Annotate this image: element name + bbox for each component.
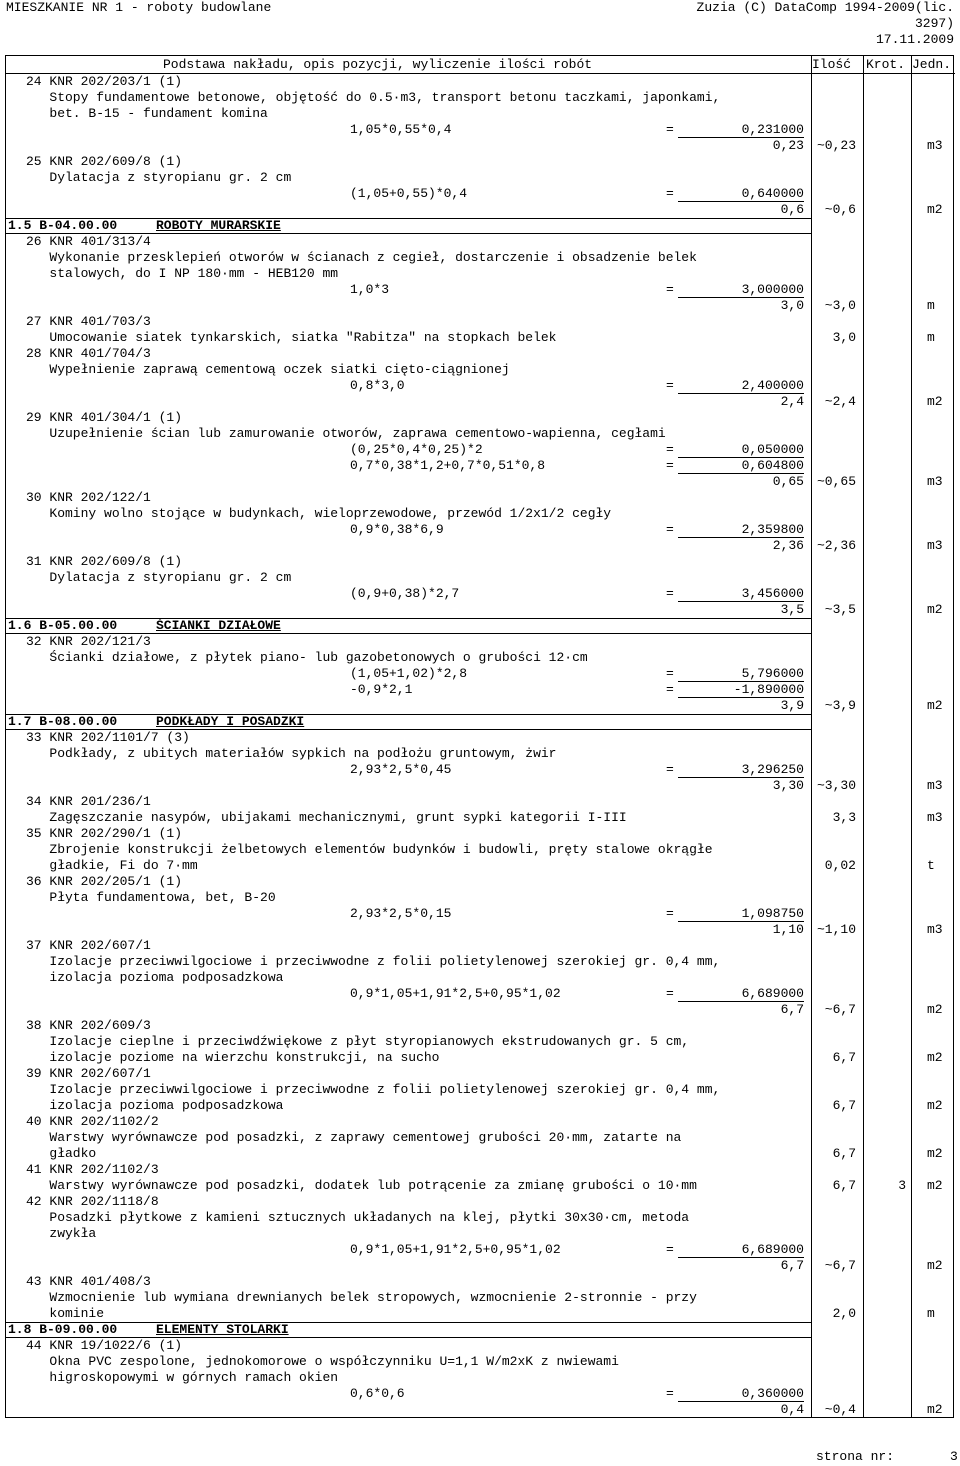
item-unit: m3 [927,474,943,489]
item-text: 33 KNR 202/1101/7 (3) [26,730,190,745]
item-text: 28 KNR 401/704/3 [26,346,151,361]
table-row [6,730,955,746]
item-text: kominie [26,1306,105,1321]
item-unit: m3 [927,810,943,825]
table-row [6,794,955,810]
table-row [6,1082,955,1098]
item-text: 44 KNR 19/1022/6 (1) [26,1338,183,1353]
table-row [6,938,955,954]
section-code: 1.5 B-04.00.00 [8,218,118,233]
item-text: Wzmocnienie lub wymiana drewnianych belek stropowych, wzmocnienie 2-stronnie - przy [26,1290,697,1305]
table-row [6,74,955,90]
table-row [6,906,955,922]
item-unit: m2 [927,1098,943,1113]
item-text: Wykonanie przesklepień otworów w ścianach z cegieł, dostarczenie i obsadzenie belek [26,250,697,265]
section-title: ELEMENTY STOLARKI [156,1322,289,1337]
formula-result: 0,640000 [741,186,804,201]
table-row [6,1210,955,1226]
item-text: Stopy fundamentowe betonowe, objętość do 0.5·m3, transport betonu taczkami, japonkami, [26,90,721,105]
table-row [6,1098,955,1114]
item-text: Płyta fundamentowa, bet, B-20 [26,890,276,905]
table-row [6,250,955,266]
item-text: Izolacje przeciwwilgociowe i przeciwwodne z folii polietylenowej szerokiej gr. 0,4 mm, [26,1082,721,1097]
quantity-formula: (0,9+0,38)*2,7 [350,586,460,601]
item-text: Izolacje cieplne i przeciwdźwiękowe z płyt styropianowych ekstrudowanych gr. 5 cm, [26,1034,690,1049]
table-row [6,1146,955,1162]
table-row [6,490,955,506]
item-quantity: 6,7 [832,1178,856,1193]
table-row [6,1354,955,1370]
formula-sum: 6,7 [780,1002,804,1017]
table-row [6,1130,955,1146]
item-text: bet. B-15 - fundament komina [26,106,268,121]
table-row [6,970,955,986]
table-row [6,298,955,314]
item-text: 38 KNR 202/609/3 [26,1018,151,1033]
quantity-formula: 0,8*3,0 [350,378,405,393]
table-row [6,1306,955,1322]
item-text: Umocowanie siatek tynkarskich, siatka "Rabitza" na stopkach belek [26,330,557,345]
equals-sign: = [666,122,674,137]
table-row [6,474,955,490]
table-row [6,1050,955,1066]
table-row [6,1274,955,1290]
quantity-formula: 0,9*1,05+1,91*2,5+0,95*1,02 [350,986,561,1001]
table-row [6,106,955,122]
section-frame [6,618,811,634]
formula-sum: 6,7 [780,1258,804,1273]
table-row [6,186,955,202]
formula-result: 0,050000 [741,442,804,457]
table-row [6,570,955,586]
page-header [0,0,960,47]
table-row [6,410,955,426]
table-row [6,1338,955,1354]
table-row [6,986,955,1002]
item-quantity: ~1,10 [816,922,856,937]
item-unit: m2 [927,394,943,409]
item-text: Podkłady, z ubitych materiałów sypkich na podłożu gruntowym, żwir [26,746,557,761]
formula-sum: 3,9 [780,698,804,713]
item-unit: m2 [927,1146,943,1161]
equals-sign: = [666,442,674,457]
table-row [6,202,955,218]
item-text: 36 KNR 202/205/1 (1) [26,874,183,889]
item-text: Kominy wolno stojące w budynkach, wieloprzewodowe, przewód 1/2x1/2 cegły [26,506,612,521]
column-header-description: Podstawa nakładu, opis pozycji, wyliczenie ilości robót [163,57,593,72]
table-row [6,314,955,330]
section-frame [6,218,811,234]
section-heading-row [6,714,955,730]
table-row [6,1162,955,1178]
item-quantity: ~2,36 [816,538,856,553]
item-unit: m3 [927,922,943,937]
table-row [6,666,955,682]
formula-sum: 2,36 [772,538,804,553]
table-row [6,810,955,826]
equals-sign: = [666,682,674,697]
quantity-formula: 2,93*2,5*0,45 [350,762,452,777]
formula-result: 6,689000 [741,986,804,1001]
equals-sign: = [666,586,674,601]
quantity-formula: 1,0*3 [350,282,390,297]
table-row [6,394,955,410]
table-row [6,538,955,554]
item-quantity: 0,02 [824,858,856,873]
item-text: Zbrojenie konstrukcji żelbetowych elementów budynków i budowli, pręty stalowe okrągłe [26,842,713,857]
section-frame [6,714,811,730]
item-text: Warstwy wyrównawcze pod posadzki, dodatek lub potrącenie za zmianę grubości o 10·mm [26,1178,697,1193]
quantity-formula: 0,6*0,6 [350,1386,405,1401]
equals-sign: = [666,762,674,777]
table-row [6,426,955,442]
item-quantity: ~0,4 [824,1402,856,1417]
table-header-row [6,57,955,73]
item-quantity: ~2,4 [824,394,856,409]
quantity-formula: (1,05+1,02)*2,8 [350,666,468,681]
item-quantity: 3,0 [832,330,856,345]
item-unit: m2 [927,1002,943,1017]
section-title: ROBOTY MURARSKIE [156,218,281,233]
item-unit: m3 [927,538,943,553]
page-number-label: strona nr: [816,1449,895,1464]
company-label: Zuzia (C) DataComp 1994-2009(lic. [696,0,954,15]
formula-sum: 0,6 [780,202,804,217]
table-row [6,826,955,842]
formula-result: 2,400000 [741,378,804,393]
formula-sum: 3,0 [780,298,804,313]
table-row [6,1114,955,1130]
table-row [6,138,955,154]
formula-result: 3,296250 [741,762,804,777]
document-title: MIESZKANIE NR 1 - roboty budowlane [6,0,272,15]
cost-table [5,55,954,1418]
item-unit: m3 [927,778,943,793]
table-row [6,234,955,250]
formula-sum: 3,5 [780,602,804,617]
formula-result: 0,360000 [741,1386,804,1401]
quantity-formula: 2,93*2,5*0,15 [350,906,452,921]
table-row [6,1034,955,1050]
table-row [6,602,955,618]
item-unit: m2 [927,602,943,617]
item-text: gładkie, Fi do 7·mm [26,858,198,873]
table-row [6,922,955,938]
section-heading-row [6,1322,955,1338]
item-unit: m [927,1306,935,1321]
item-quantity: ~6,7 [824,1002,856,1017]
item-multiplier: 3 [898,1178,906,1193]
item-text: zwykła [26,1226,97,1241]
table-row [6,522,955,538]
item-quantity: ~3,9 [824,698,856,713]
quantity-formula: (0,25*0,4*0,25)*2 [350,442,483,457]
item-unit: m2 [927,1402,943,1417]
formula-result: 0,604800 [741,458,804,473]
equals-sign: = [666,1242,674,1257]
item-text: 26 KNR 401/313/4 [26,234,151,249]
formula-sum: 0,65 [772,474,804,489]
item-unit: m3 [927,138,943,153]
item-text: 27 KNR 401/703/3 [26,314,151,329]
item-text: Zagęszczanie nasypów, ubijakami mechanicznymi, grunt sypki kategorii I-III [26,810,627,825]
table-row [6,1402,955,1418]
item-text: 42 KNR 202/1118/8 [26,1194,159,1209]
item-text: 31 KNR 202/609/8 (1) [26,554,183,569]
table-row [6,442,955,458]
item-text: 39 KNR 202/607/1 [26,1066,151,1081]
table-row [6,778,955,794]
table-row [6,1290,955,1306]
item-quantity: 6,7 [832,1098,856,1113]
table-row [6,154,955,170]
item-quantity: ~0,6 [824,202,856,217]
formula-result: 3,000000 [741,282,804,297]
item-quantity: 2,0 [832,1306,856,1321]
formula-sum: 0,4 [780,1402,804,1417]
item-text: Ścianki działowe, z płytek piano- lub gazobetonowych o grubości 12·cm [26,650,588,665]
quantity-formula: (1,05+0,55)*0,4 [350,186,468,201]
table-row [6,874,955,890]
item-text: higroskopowymi w górnych ramach okien [26,1370,339,1385]
equals-sign: = [666,1386,674,1401]
table-row [6,90,955,106]
item-unit: m [927,330,935,345]
item-text: 41 KNR 202/1102/3 [26,1162,159,1177]
table-row [6,858,955,874]
print-date: 17.11.2009 [875,32,954,47]
item-quantity: ~0,23 [816,138,856,153]
equals-sign: = [666,666,674,681]
section-frame [6,1322,811,1338]
item-quantity: ~0,65 [816,474,856,489]
item-text: 43 KNR 401/408/3 [26,1274,151,1289]
table-row [6,746,955,762]
item-text: gładko [26,1146,97,1161]
item-text: Warstwy wyrównawcze pod posadzki, z zaprawy cementowej grubości 20·mm, zatarte na [26,1130,682,1145]
formula-sum: 1,10 [772,922,804,937]
item-unit: m2 [927,202,943,217]
table-row [6,698,955,714]
formula-result: 2,359800 [741,522,804,537]
table-row [6,842,955,858]
item-quantity: ~3,0 [824,298,856,313]
section-title: ŚCIANKI DZIAŁOWE [156,618,281,633]
formula-sum: 3,30 [772,778,804,793]
item-text: Okna PVC zespolone, jednokomorowe o współczynniku U=1,1 W/m2xK z nwiewami [26,1354,619,1369]
item-quantity: ~6,7 [824,1258,856,1273]
section-heading-row [6,218,955,234]
table-row [6,282,955,298]
formula-result: 5,796000 [741,666,804,681]
table-row [6,1018,955,1034]
formula-result: -1,890000 [733,682,804,697]
table-row [6,890,955,906]
table-row [6,1066,955,1082]
section-code: 1.8 B-09.00.00 [8,1322,118,1337]
header-right [697,0,954,48]
table-row [6,1258,955,1274]
table-row [6,458,955,474]
page-footer [816,1449,958,1464]
table-row [6,362,955,378]
table-row [6,1370,955,1386]
equals-sign: = [666,282,674,297]
item-unit: t [927,858,935,873]
item-text: 29 KNR 401/304/1 (1) [26,410,183,425]
table-row [6,1002,955,1018]
table-row [6,330,955,346]
item-text: 30 KNR 202/122/1 [26,490,151,505]
formula-sum: 0,23 [772,138,804,153]
table-row [6,586,955,602]
quantity-formula: 0,7*0,38*1,2+0,7*0,51*0,8 [350,458,546,473]
quantity-formula: 0,9*0,38*6,9 [350,522,444,537]
equals-sign: = [666,986,674,1001]
formula-result: 6,689000 [741,1242,804,1257]
formula-sum: 2,4 [780,394,804,409]
quantity-formula: 1,05*0,55*0,4 [350,122,452,137]
item-quantity: ~3,5 [824,602,856,617]
item-unit: m [927,298,935,313]
table-row [6,554,955,570]
item-text: 34 KNR 201/236/1 [26,794,151,809]
table-row [6,634,955,650]
table-row [6,954,955,970]
item-text: Uzupełnienie ścian lub zamurowanie otworów, zaprawa cementowo-wapienna, cegłami [26,426,666,441]
item-text: 37 KNR 202/607/1 [26,938,151,953]
item-text: Dylatacja z styropianu gr. 2 cm [26,570,292,585]
item-unit: m2 [927,698,943,713]
equals-sign: = [666,186,674,201]
item-text: izolacja pozioma podposadzkowa [26,970,284,985]
item-text: stalowych, do I NP 180·mm - HEB120 mm [26,266,339,281]
item-quantity: 6,7 [832,1050,856,1065]
table-row [6,378,955,394]
table-row [6,650,955,666]
item-quantity: 3,3 [832,810,856,825]
item-text: 25 KNR 202/609/8 (1) [26,154,183,169]
quantity-formula: -0,9*2,1 [350,682,413,697]
item-text: Izolacje przeciwwilgociowe i przeciwwodne z folii polietylenowej szerokiej gr. 0,4 mm, [26,954,721,969]
item-unit: m2 [927,1258,943,1273]
formula-result: 1,098750 [741,906,804,921]
section-title: PODKŁADY I POSADZKI [156,714,305,729]
item-text: 40 KNR 202/1102/2 [26,1114,159,1129]
company-label-cont: 3297) [914,16,954,31]
formula-result: 0,231000 [741,122,804,137]
table-row [6,346,955,362]
table-row [6,1386,955,1402]
item-unit: m2 [927,1178,943,1193]
table-row [6,1226,955,1242]
equals-sign: = [666,458,674,473]
item-text: izolacja pozioma podposadzkowa [26,1098,284,1113]
equals-sign: = [666,522,674,537]
item-quantity: 6,7 [832,1146,856,1161]
equals-sign: = [666,906,674,921]
item-quantity: ~3,30 [816,778,856,793]
section-code: 1.6 B-05.00.00 [8,618,118,633]
table-row [6,506,955,522]
table-row [6,122,955,138]
table-row [6,762,955,778]
item-text: Posadzki płytkowe z kamieni sztucznych układanych na klej, płytki 30x30·cm, metoda [26,1210,690,1225]
item-text: 32 KNR 202/121/3 [26,634,151,649]
section-code: 1.7 B-08.00.00 [8,714,118,729]
item-text: 35 KNR 202/290/1 (1) [26,826,183,841]
section-heading-row [6,618,955,634]
item-unit: m2 [927,1050,943,1065]
item-text: Dylatacja z styropianu gr. 2 cm [26,170,292,185]
table-row [6,1242,955,1258]
formula-result: 3,456000 [741,586,804,601]
item-text: Wypełnienie zaprawą cementową oczek siatki cięto-ciągnionej [26,362,510,377]
table-row [6,1194,955,1210]
table-row [6,1178,955,1194]
equals-sign: = [666,378,674,393]
item-text: izolacje poziome na wierzchu konstrukcji, na sucho [26,1050,440,1065]
table-row [6,170,955,186]
table-row [6,682,955,698]
column-header-qty: Ilość [812,57,852,72]
page-number: 3 [950,1449,958,1464]
item-text: 24 KNR 202/203/1 (1) [26,74,183,89]
table-row [6,266,955,282]
quantity-formula: 0,9*1,05+1,91*2,5+0,95*1,02 [350,1242,561,1257]
column-header-krot: Krot. [866,57,906,72]
column-header-unit: Jedn. [912,57,952,72]
